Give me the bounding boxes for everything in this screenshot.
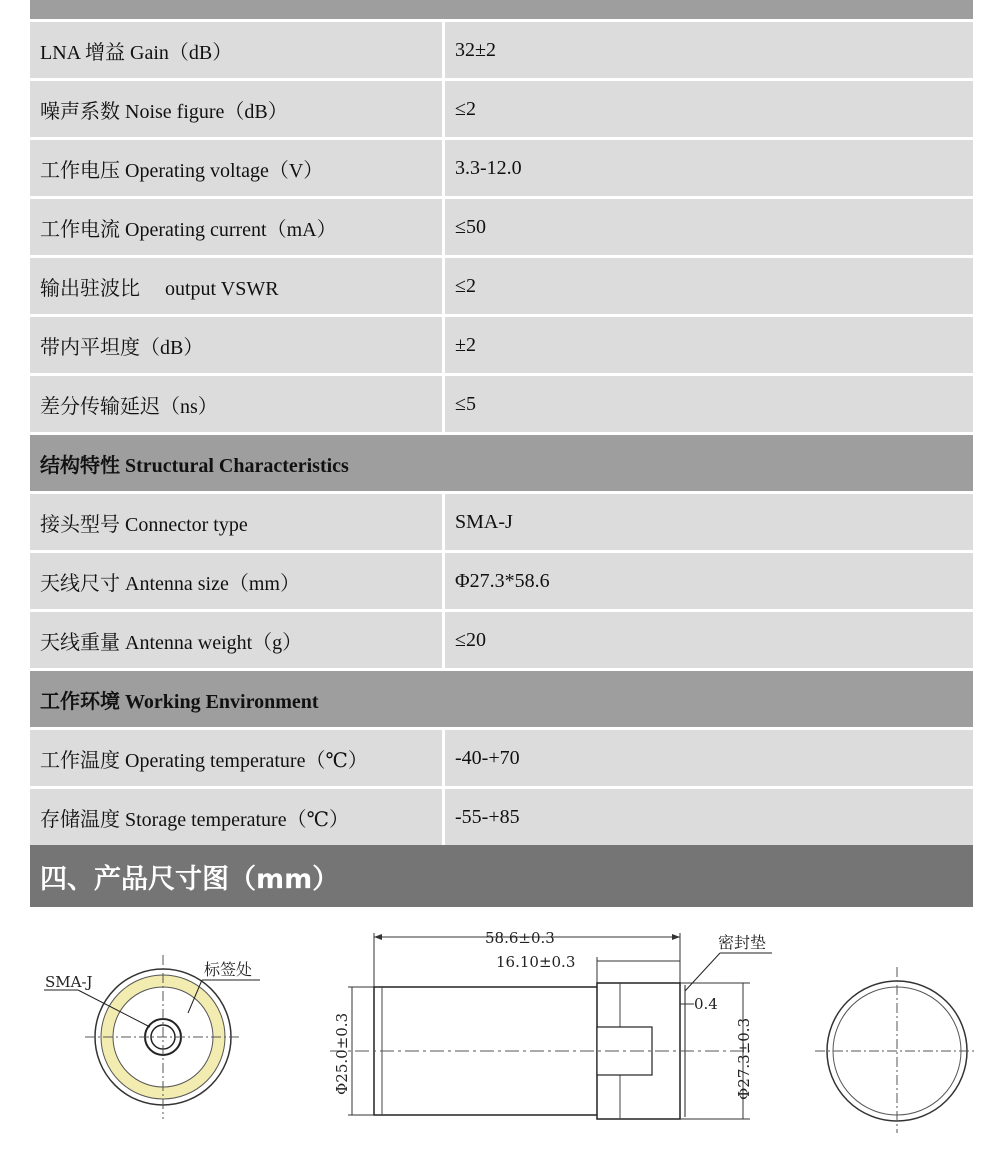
base-length-label: 16.10±0.3 [496,953,576,971]
spec-label: 天线尺寸 Antenna size（mm） [30,553,442,609]
dimension-drawing [30,915,975,1135]
front-view [44,955,260,1119]
connector-label: SMA-J [45,973,93,991]
table-row [30,22,973,78]
spec-label: 噪声系数 Noise figure（dB） [30,81,442,137]
dim-arrow [672,934,680,940]
spec-label: 工作电流 Operating current（mA） [30,199,442,255]
spec-value: -40-+70 [445,730,973,786]
section-header-environment: 工作环境 Working Environment [30,671,973,727]
spec-value: ≤50 [445,199,973,255]
back-view [815,967,975,1133]
spec-value: 3.3-12.0 [445,140,973,196]
dimensions-section-title: 四、产品尺寸图（mm） [30,845,973,907]
gap-label: 0.4 [694,995,718,1013]
gasket-label: 密封垫 [718,933,767,952]
table-row [30,553,973,609]
spec-label: LNA 增益 Gain（dB） [30,22,442,78]
spec-value: ±2 [445,317,973,373]
spec-label: 工作电压 Operating voltage（V） [30,140,442,196]
spec-value: ≤2 [445,81,973,137]
spec-value: Φ27.3*58.6 [445,553,973,609]
table-row [30,612,973,668]
spec-value: ≤2 [445,258,973,314]
spec-value: 32±2 [445,22,973,78]
label-area-label: 标签处 [204,960,253,979]
table-row [30,140,973,196]
section-header-structural: 结构特性 Structural Characteristics [30,435,973,491]
table-row [30,317,973,373]
section-header-electrical-partial [30,0,973,19]
gasket-leader [685,953,720,991]
table-row [30,730,973,786]
spec-label: 工作温度 Operating temperature（℃） [30,730,442,786]
table-row [30,494,973,550]
spec-label: 存储温度 Storage temperature（℃） [30,789,442,845]
spec-label: 天线重量 Antenna weight（g） [30,612,442,668]
dim-arrow [374,934,382,940]
table-row [30,789,973,845]
body-diameter-label: Φ25.0±0.3 [333,1012,351,1095]
table-row [30,258,973,314]
spec-label: 接头型号 Connector type [30,494,442,550]
table-row [30,199,973,255]
base-diameter-label: Φ27.3±0.3 [735,1017,753,1100]
spec-value: ≤5 [445,376,973,432]
spec-label: 带内平坦度（dB） [30,317,442,373]
spec-value: SMA-J [445,494,973,550]
spec-label: 差分传输延迟（ns） [30,376,442,432]
spec-table [30,0,973,848]
spec-value: -55-+85 [445,789,973,845]
table-row [30,81,973,137]
spec-label: 输出驻波比 output VSWR [30,258,442,314]
total-length-label: 58.6±0.3 [485,929,555,947]
side-view [330,929,772,1119]
table-row [30,376,973,432]
spec-value: ≤20 [445,612,973,668]
